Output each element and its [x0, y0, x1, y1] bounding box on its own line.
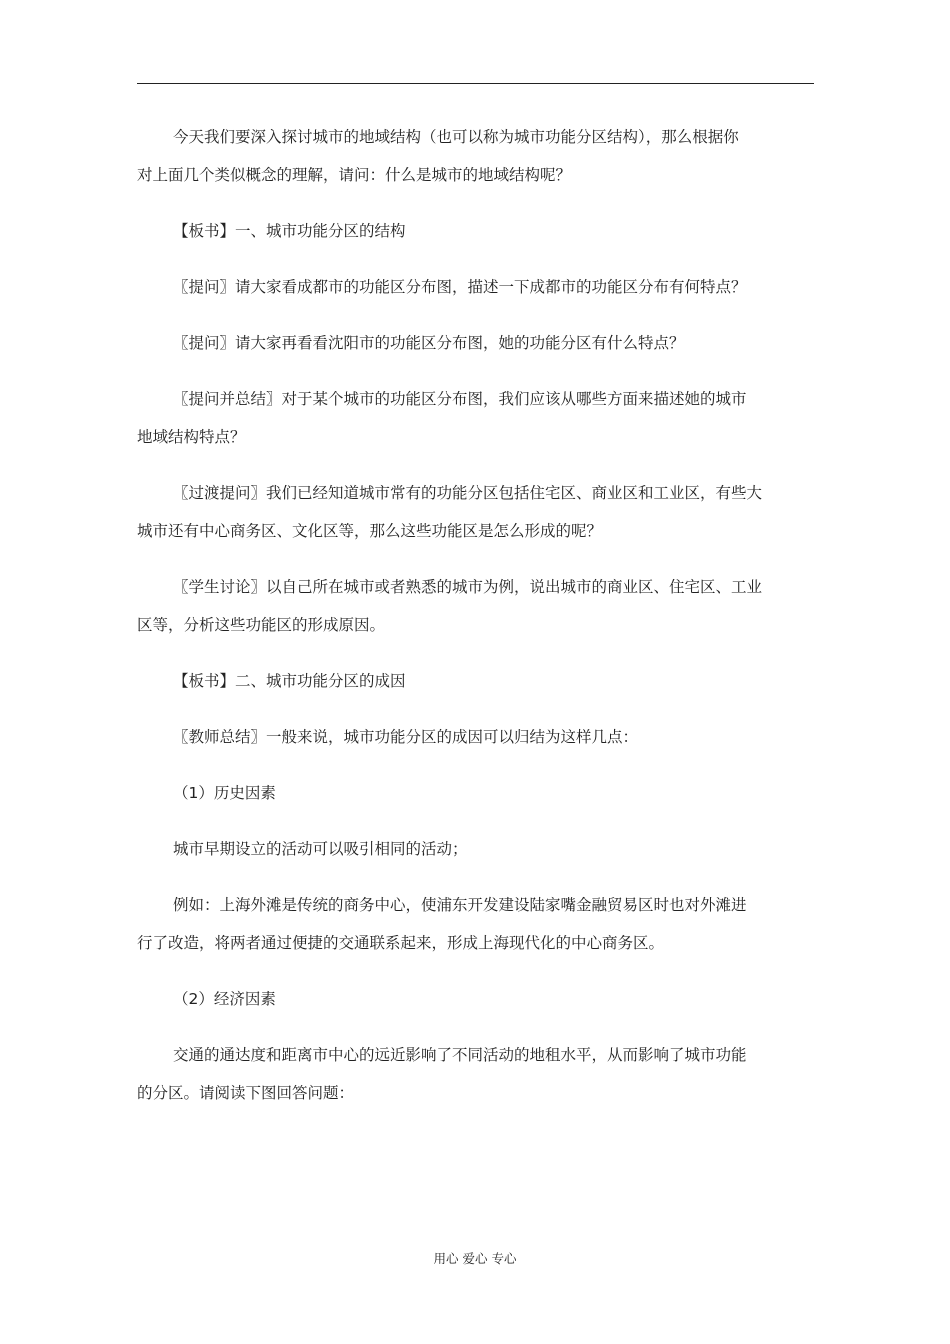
factor-economic: （2）经济因素: [173, 990, 276, 1008]
economic-explanation-line-1: 交通的通达度和距离市中心的远近影响了不同活动的地租水平，从而影响了城市功能: [173, 1046, 747, 1064]
question-shenyang: 〖提问〗请大家再看看沈阳市的功能区分布图，她的功能分区有什么特点？: [173, 334, 685, 352]
teacher-summary: 〖教师总结〗一般来说，城市功能分区的成因可以归结为这样几点：: [173, 728, 639, 746]
question-chengdu: 〖提问〗请大家看成都市的功能区分布图，描述一下成都市的功能区分布有何特点？: [173, 278, 747, 296]
transition-question-line-1: 〖过渡提问〗我们已经知道城市常有的功能分区包括住宅区、商业区和工业区，有些大: [173, 484, 763, 502]
paragraph-1-line-1: 今天我们要深入探讨城市的地域结构（也可以称为城市功能分区结构），那么根据你: [173, 128, 739, 146]
student-discussion-line-2: 区等，分析这些功能区的形成原因。: [137, 616, 386, 634]
example-shanghai-line-2: 行了改造，将两者通过便捷的交通联系起来，形成上海现代化的中心商务区。: [137, 934, 665, 952]
transition-question-line-2: 城市还有中心商务区、文化区等，那么这些功能区是怎么形成的呢？: [137, 522, 603, 540]
question-summary-line-1: 〖提问并总结〗对于某个城市的功能区分布图，我们应该从哪些方面来描述她的城市: [173, 390, 747, 408]
student-discussion-line-1: 〖学生讨论〗以自己所在城市或者熟悉的城市为例，说出城市的商业区、住宅区、工业: [173, 578, 763, 596]
factor-historical: （1）历史因素: [173, 784, 276, 802]
question-summary-line-2: 地域结构特点？: [137, 428, 246, 446]
example-shanghai-line-1: 例如：上海外滩是传统的商务中心，使浦东开发建设陆家嘴金融贸易区时也对外滩进: [173, 896, 747, 914]
header-rule: [137, 83, 814, 84]
page-footer: 用心 爱心 专心: [433, 1251, 517, 1266]
historical-explanation: 城市早期设立的活动可以吸引相同的活动；: [173, 840, 468, 858]
board-heading-causes: 【板书】二、城市功能分区的成因: [173, 672, 406, 690]
board-heading-structure: 【板书】一、城市功能分区的结构: [173, 222, 406, 240]
economic-explanation-line-2: 的分区。请阅读下图回答问题：: [137, 1084, 355, 1102]
paragraph-1-line-2: 对上面几个类似概念的理解，请问：什么是城市的地域结构呢？: [137, 166, 572, 184]
